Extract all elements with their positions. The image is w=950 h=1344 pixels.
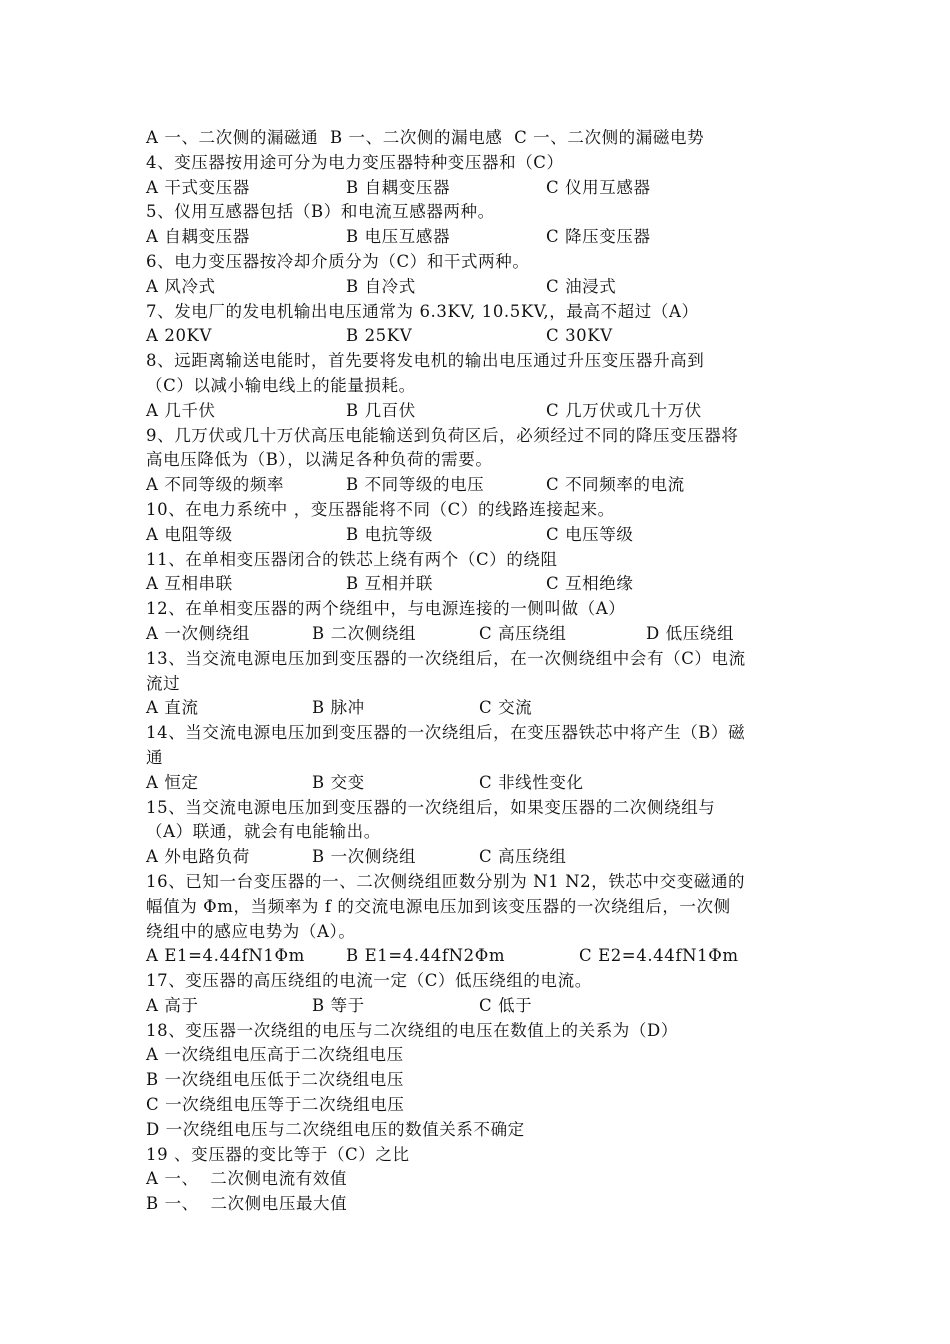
- option-row: [146, 845, 826, 870]
- text-line: D 一次绕组电压与二次绕组电压的数值关系不确定: [146, 1119, 525, 1139]
- option-text: C 油浸式: [546, 276, 617, 296]
- option-row: [146, 275, 826, 300]
- option-row: [146, 572, 826, 597]
- option-text: C 电压等级: [546, 524, 634, 544]
- text-line: （A）联通，就会有电能输出。: [146, 822, 381, 842]
- option-text: A 恒定: [146, 772, 199, 792]
- option-text: B 交变: [312, 772, 365, 792]
- option-text: B 自冷式: [346, 276, 416, 296]
- text-line: 幅值为 Φm，当频率为 f 的交流电源电压加到该变压器的一次绕组后，一次侧: [146, 896, 731, 916]
- text-line: 17、变压器的高压绕组的电流一定（C）低压绕组的电流。: [146, 971, 592, 991]
- option-text: A 外电路负荷: [146, 847, 250, 867]
- option-text: B 25KV: [346, 326, 413, 346]
- option-text: C 交流: [479, 698, 533, 718]
- option-row: [146, 696, 826, 721]
- option-row: [146, 622, 826, 647]
- option-text: B 几百伏: [346, 400, 416, 420]
- document-body: [146, 126, 826, 1217]
- option-row: [146, 324, 826, 349]
- text-line: A 一、 二次侧电流有效值: [146, 1169, 348, 1189]
- option-text: C 几万伏或几十万伏: [546, 400, 702, 420]
- text-line: 14、当交流电源电压加到变压器的一次绕组后，在变压器铁芯中将产生（B）磁: [146, 723, 746, 743]
- text-line: 19 、变压器的变比等于（C）之比: [146, 1144, 410, 1164]
- text-line: 通: [146, 747, 164, 767]
- text-line: 绕组中的感应电势为（A）。: [146, 921, 356, 941]
- text-line: 5、仪用互感器包括（B）和电流互感器两种。: [146, 202, 495, 222]
- text-line: 11、在单相变压器闭合的铁芯上绕有两个（C）的绕阻: [146, 549, 558, 569]
- option-text: B 二次侧绕组: [312, 623, 417, 643]
- option-text: A 20KV: [146, 326, 212, 346]
- option-text: D 低压绕组: [646, 623, 735, 643]
- option-text: A 互相串联: [146, 574, 233, 594]
- option-text: A E1=4.44fN1Φm: [146, 946, 305, 966]
- text-line: 4、变压器按用途可分为电力变压器特种变压器和（C）: [146, 152, 564, 172]
- text-line: A 一次绕组电压高于二次绕组电压: [146, 1045, 404, 1065]
- option-text: A 高于: [146, 995, 199, 1015]
- option-text: B 互相并联: [346, 574, 433, 594]
- option-text: A 干式变压器: [146, 177, 250, 197]
- option-text: C 低于: [479, 995, 533, 1015]
- option-text: B 不同等级的电压: [346, 475, 485, 495]
- text-line: 高电压降低为（B），以满足各种负荷的需要。: [146, 450, 493, 470]
- text-line: 13、当交流电源电压加到变压器的一次绕组后，在一次侧绕组中会有（C）电流: [146, 648, 746, 668]
- option-row: [146, 771, 826, 796]
- option-text: C 互相绝缘: [546, 574, 634, 594]
- option-text: B 一次侧绕组: [312, 847, 417, 867]
- text-line: 12、在单相变压器的两个绕组中，与电源连接的一侧叫做（A）: [146, 599, 626, 619]
- option-text: B E1=4.44fN2Φm: [346, 946, 506, 966]
- text-line: 16、已知一台变压器的一、二次侧绕组匝数分别为 N1 N2，铁芯中交变磁通的: [146, 871, 746, 891]
- option-text: A 风冷式: [146, 276, 216, 296]
- option-text: A 一次侧绕组: [146, 623, 250, 643]
- text-line: 10、在电力系统中 ，变压器能将不同（C）的线路连接起来。: [146, 499, 615, 519]
- text-line: 8、远距离输送电能时，首先要将发电机的输出电压通过升压变压器升高到: [146, 351, 705, 371]
- text-line: 9、几万伏或几十万伏高压电能输送到负荷区后，必须经过不同的降压变压器将: [146, 425, 739, 445]
- option-row: [146, 473, 826, 498]
- option-row: [146, 225, 826, 250]
- option-text: C 不同频率的电流: [546, 475, 685, 495]
- option-text: B 电压互感器: [346, 227, 451, 247]
- text-line: B 一、 二次侧电压最大值: [146, 1194, 348, 1214]
- text-line: 18、变压器一次绕组的电压与二次绕组的电压在数值上的关系为（D）: [146, 1020, 678, 1040]
- option-text: C 仪用互感器: [546, 177, 651, 197]
- option-text: C 高压绕组: [479, 623, 567, 643]
- text-line: 6、电力变压器按冷却介质分为（C）和干式两种。: [146, 251, 530, 271]
- text-line: A 一、二次侧的漏磁通 B 一、二次侧的漏电感 C 一、二次侧的漏磁电势: [146, 128, 705, 147]
- option-text: A 自耦变压器: [146, 227, 250, 247]
- text-line: （C）以减小输电线上的能量损耗。: [146, 375, 416, 395]
- option-text: B 自耦变压器: [346, 177, 451, 197]
- text-line: C 一次绕组电压等于二次绕组电压: [146, 1095, 405, 1115]
- option-text: B 脉冲: [312, 698, 365, 718]
- option-text: C 非线性变化: [479, 772, 584, 792]
- text-line: 流过: [146, 673, 181, 693]
- option-text: C 降压变压器: [546, 227, 651, 247]
- option-row: [146, 944, 826, 969]
- option-row: [146, 399, 826, 424]
- option-row: [146, 994, 826, 1019]
- option-text: A 电阻等级: [146, 524, 233, 544]
- option-text: A 不同等级的频率: [146, 475, 285, 495]
- text-line: 15、当交流电源电压加到变压器的一次绕组后，如果变压器的二次侧绕组与: [146, 797, 716, 817]
- option-text: B 电抗等级: [346, 524, 433, 544]
- option-text: A 几千伏: [146, 400, 216, 420]
- option-text: C E2=4.44fN1Φm: [579, 946, 739, 966]
- option-text: A 直流: [146, 698, 199, 718]
- option-row: [146, 176, 826, 201]
- text-line: 7、发电厂的发电机输出电压通常为 6.3KV, 10.5KV,，最高不超过（A）: [146, 301, 699, 321]
- option-row: [146, 523, 826, 548]
- option-text: C 高压绕组: [479, 847, 567, 867]
- option-text: B 等于: [312, 995, 365, 1015]
- text-line: B 一次绕组电压低于二次绕组电压: [146, 1070, 404, 1090]
- option-text: C 30KV: [546, 326, 613, 346]
